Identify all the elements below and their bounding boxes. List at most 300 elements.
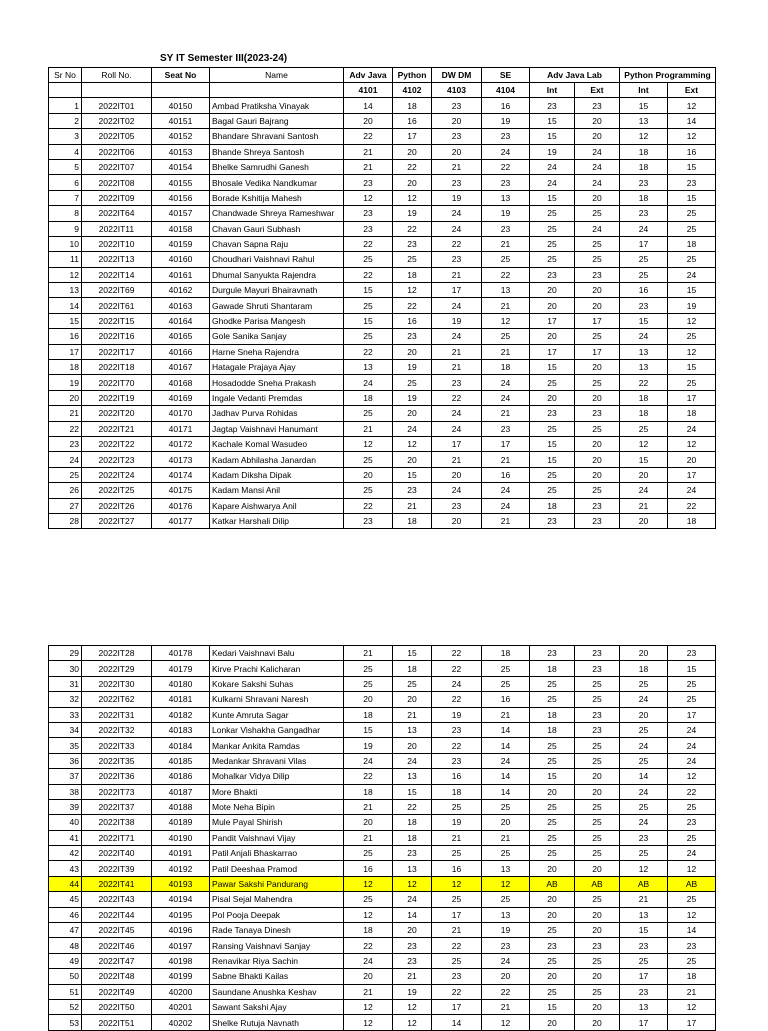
name-cell: Bhande Shreya Santosh: [210, 144, 344, 159]
adv-java-lab-int-cell: 15: [530, 360, 575, 375]
se-cell: 21: [482, 344, 530, 359]
se-cell: 14: [482, 784, 530, 799]
table-row: [49, 436, 716, 451]
dwdm-cell: 24: [432, 406, 482, 421]
name-cell: Gole Sanika Sanjay: [210, 329, 344, 344]
dwdm-cell: 23: [432, 252, 482, 267]
dwdm-cell: 25: [432, 846, 482, 861]
python-prog-int-cell: 13: [620, 999, 668, 1014]
python-prog-int-cell: 21: [620, 498, 668, 513]
python-prog-ext-cell: 18: [668, 406, 716, 421]
python-prog-int-cell: 17: [620, 969, 668, 984]
python-cell: 20: [393, 175, 432, 190]
dwdm-cell: 24: [432, 206, 482, 221]
name-cell: Chandwade Shreya Rameshwar: [210, 206, 344, 221]
adv-java-cell: 24: [344, 953, 393, 968]
python-cell: 12: [393, 1015, 432, 1030]
python-cell: 22: [393, 799, 432, 814]
roll-no-cell: 2022IT07: [82, 159, 152, 174]
dwdm-cell: 24: [432, 329, 482, 344]
adv-java-lab-int-cell: 20: [530, 861, 575, 876]
adv-java-lab-int-cell: 15: [530, 436, 575, 451]
adv-java-cell: 13: [344, 360, 393, 375]
python-prog-ext-cell: 25: [668, 953, 716, 968]
adv-java-cell: 22: [344, 129, 393, 144]
name-cell: Kachale Komal Wasudeo: [210, 436, 344, 451]
se-cell: 20: [482, 969, 530, 984]
dwdm-cell: 21: [432, 452, 482, 467]
python-cell: 20: [393, 692, 432, 707]
adv-java-cell: 16: [344, 861, 393, 876]
python-prog-ext-cell: 15: [668, 661, 716, 676]
python-cell: 16: [393, 113, 432, 128]
se-cell: 19: [482, 113, 530, 128]
adv-java-lab-ext-cell: 25: [575, 799, 620, 814]
adv-java-lab-int-cell: 25: [530, 483, 575, 498]
roll-no-cell: 2022IT16: [82, 329, 152, 344]
python-cell: 14: [393, 907, 432, 922]
table-row: [49, 329, 716, 344]
python-prog-int-cell: 13: [620, 360, 668, 375]
se-cell: 19: [482, 923, 530, 938]
dwdm-cell: 24: [432, 676, 482, 691]
sr-no-cell: 51: [49, 984, 82, 999]
adv-java-cell: 20: [344, 692, 393, 707]
sr-no-cell: 26: [49, 483, 82, 498]
seat-no-cell: 40186: [152, 769, 210, 784]
seat-no-cell: 40201: [152, 999, 210, 1014]
seat-no-cell: 40163: [152, 298, 210, 313]
python-cell: 18: [393, 98, 432, 113]
table-row: [49, 969, 716, 984]
adv-java-cell: 18: [344, 707, 393, 722]
adv-java-lab-int-cell: 23: [530, 406, 575, 421]
python-prog-ext-cell: 12: [668, 129, 716, 144]
roll-no-cell: 2022IT18: [82, 360, 152, 375]
seat-no-cell: 40200: [152, 984, 210, 999]
python-prog-int-cell: 12: [620, 436, 668, 451]
name-cell: Gawade Shruti Shantaram: [210, 298, 344, 313]
seat-no-cell: 40150: [152, 98, 210, 113]
name-cell: Pisal Sejal Mahendra: [210, 892, 344, 907]
header-roll-no: Roll No.: [82, 68, 152, 83]
roll-no-cell: 2022IT62: [82, 692, 152, 707]
table-row: [49, 923, 716, 938]
table-row: [49, 190, 716, 205]
seat-no-cell: 40168: [152, 375, 210, 390]
name-cell: Patil Deeshaa Pramod: [210, 861, 344, 876]
adv-java-lab-int-cell: 18: [530, 661, 575, 676]
python-prog-ext-cell: 12: [668, 436, 716, 451]
python-prog-int-cell: 24: [620, 784, 668, 799]
se-cell: 16: [482, 692, 530, 707]
dwdm-cell: 21: [432, 923, 482, 938]
python-prog-int-cell: 24: [620, 483, 668, 498]
python-prog-ext-cell: 24: [668, 267, 716, 282]
marks-table-part-1: [48, 67, 716, 529]
adv-java-lab-int-cell: 25: [530, 206, 575, 221]
se-cell: 25: [482, 846, 530, 861]
roll-no-cell: 2022IT45: [82, 923, 152, 938]
se-cell: 18: [482, 646, 530, 661]
sr-no-cell: 36: [49, 753, 82, 768]
roll-no-cell: 2022IT05: [82, 129, 152, 144]
name-cell: Kapare Aishwarya Anil: [210, 498, 344, 513]
python-prog-int-cell: 23: [620, 206, 668, 221]
python-prog-int-cell: 13: [620, 113, 668, 128]
adv-java-lab-int-cell: AB: [530, 876, 575, 891]
adv-java-lab-int-cell: 17: [530, 313, 575, 328]
roll-no-cell: 2022IT32: [82, 722, 152, 737]
sr-no-cell: 28: [49, 513, 82, 528]
roll-no-cell: 2022IT26: [82, 498, 152, 513]
se-cell: 25: [482, 252, 530, 267]
python-cell: 25: [393, 375, 432, 390]
python-prog-int-cell: 20: [620, 646, 668, 661]
adv-java-lab-ext-cell: 23: [575, 661, 620, 676]
python-prog-ext-cell: 15: [668, 283, 716, 298]
sr-no-cell: 33: [49, 707, 82, 722]
header-code-4103: 4103: [432, 83, 482, 98]
name-cell: Rade Tanaya Dinesh: [210, 923, 344, 938]
roll-no-cell: 2022IT50: [82, 999, 152, 1014]
adv-java-cell: 24: [344, 375, 393, 390]
name-cell: Ransing Vaishnavi Sanjay: [210, 938, 344, 953]
python-prog-int-cell: AB: [620, 876, 668, 891]
seat-no-cell: 40173: [152, 452, 210, 467]
adv-java-lab-ext-cell: 23: [575, 938, 620, 953]
adv-java-cell: 20: [344, 113, 393, 128]
sr-no-cell: 13: [49, 283, 82, 298]
adv-java-cell: 12: [344, 907, 393, 922]
python-prog-ext-cell: 24: [668, 722, 716, 737]
adv-java-cell: 23: [344, 206, 393, 221]
roll-no-cell: 2022IT11: [82, 221, 152, 236]
name-cell: Chavan Sapna Raju: [210, 236, 344, 251]
table-row: [49, 984, 716, 999]
python-cell: 13: [393, 722, 432, 737]
name-cell: Jagtap Vaishnavi Hanumant: [210, 421, 344, 436]
seat-no-cell: 40151: [152, 113, 210, 128]
adv-java-lab-int-cell: 20: [530, 784, 575, 799]
header-ext: Ext: [668, 83, 716, 98]
adv-java-lab-int-cell: 25: [530, 676, 575, 691]
adv-java-lab-ext-cell: 20: [575, 769, 620, 784]
adv-java-cell: 12: [344, 876, 393, 891]
python-prog-ext-cell: 15: [668, 190, 716, 205]
python-cell: 23: [393, 938, 432, 953]
roll-no-cell: 2022IT23: [82, 452, 152, 467]
dwdm-cell: 20: [432, 467, 482, 482]
python-prog-int-cell: 15: [620, 452, 668, 467]
sr-no-cell: 34: [49, 722, 82, 737]
sr-no-cell: 2: [49, 113, 82, 128]
python-prog-ext-cell: 15: [668, 360, 716, 375]
adv-java-lab-int-cell: 23: [530, 646, 575, 661]
name-cell: Jadhav Purva Rohidas: [210, 406, 344, 421]
name-cell: Hosadodde Sneha Prakash: [210, 375, 344, 390]
roll-no-cell: 2022IT24: [82, 467, 152, 482]
python-prog-ext-cell: 12: [668, 999, 716, 1014]
dwdm-cell: 21: [432, 344, 482, 359]
adv-java-lab-ext-cell: 24: [575, 159, 620, 174]
se-cell: 23: [482, 938, 530, 953]
se-cell: 25: [482, 799, 530, 814]
python-prog-int-cell: 24: [620, 329, 668, 344]
name-cell: Pawar Sakshi Pandurang: [210, 876, 344, 891]
dwdm-cell: 21: [432, 267, 482, 282]
adv-java-lab-int-cell: 23: [530, 938, 575, 953]
adv-java-lab-int-cell: 20: [530, 329, 575, 344]
seat-no-cell: 40165: [152, 329, 210, 344]
python-cell: 18: [393, 513, 432, 528]
adv-java-lab-ext-cell: 23: [575, 498, 620, 513]
table-row: [49, 113, 716, 128]
adv-java-lab-ext-cell: 23: [575, 513, 620, 528]
header-int: Int: [530, 83, 575, 98]
python-cell: 23: [393, 846, 432, 861]
python-prog-int-cell: 18: [620, 390, 668, 405]
name-cell: Dhumal Sanyukta Rajendra: [210, 267, 344, 282]
sr-no-cell: 52: [49, 999, 82, 1014]
adv-java-lab-int-cell: 25: [530, 252, 575, 267]
dwdm-cell: 24: [432, 483, 482, 498]
seat-no-cell: 40153: [152, 144, 210, 159]
python-cell: 20: [393, 344, 432, 359]
adv-java-lab-ext-cell: 20: [575, 436, 620, 451]
name-cell: Mohalkar Vidya Dilip: [210, 769, 344, 784]
sr-no-cell: 48: [49, 938, 82, 953]
python-cell: 24: [393, 892, 432, 907]
python-cell: 15: [393, 646, 432, 661]
adv-java-cell: 25: [344, 676, 393, 691]
seat-no-cell: 40157: [152, 206, 210, 221]
sr-no-cell: 46: [49, 907, 82, 922]
adv-java-lab-ext-cell: 20: [575, 113, 620, 128]
adv-java-lab-ext-cell: 25: [575, 236, 620, 251]
seat-no-cell: 40170: [152, 406, 210, 421]
roll-no-cell: 2022IT09: [82, 190, 152, 205]
table-row: [49, 498, 716, 513]
seat-no-cell: 40155: [152, 175, 210, 190]
adv-java-lab-int-cell: 25: [530, 846, 575, 861]
adv-java-cell: 23: [344, 221, 393, 236]
roll-no-cell: 2022IT06: [82, 144, 152, 159]
roll-no-cell: 2022IT35: [82, 753, 152, 768]
python-cell: 20: [393, 144, 432, 159]
python-cell: 19: [393, 360, 432, 375]
python-prog-int-cell: 12: [620, 861, 668, 876]
adv-java-cell: 19: [344, 738, 393, 753]
table-row: [49, 769, 716, 784]
dwdm-cell: 19: [432, 313, 482, 328]
seat-no-cell: 40179: [152, 661, 210, 676]
sr-no-cell: 14: [49, 298, 82, 313]
adv-java-cell: 25: [344, 846, 393, 861]
adv-java-lab-ext-cell: 25: [575, 206, 620, 221]
se-cell: 14: [482, 769, 530, 784]
dwdm-cell: 23: [432, 98, 482, 113]
adv-java-cell: 12: [344, 436, 393, 451]
adv-java-cell: 25: [344, 406, 393, 421]
name-cell: Kedari Vaishnavi Balu: [210, 646, 344, 661]
seat-no-cell: 40159: [152, 236, 210, 251]
python-cell: 22: [393, 298, 432, 313]
adv-java-lab-ext-cell: 20: [575, 190, 620, 205]
table-row: [49, 1015, 716, 1030]
dwdm-cell: 17: [432, 436, 482, 451]
se-cell: 14: [482, 738, 530, 753]
adv-java-cell: 21: [344, 646, 393, 661]
python-cell: 20: [393, 923, 432, 938]
adv-java-lab-int-cell: 25: [530, 799, 575, 814]
python-cell: 16: [393, 313, 432, 328]
seat-no-cell: 40161: [152, 267, 210, 282]
adv-java-lab-int-cell: 20: [530, 1015, 575, 1030]
table-row: [49, 467, 716, 482]
python-prog-ext-cell: 12: [668, 313, 716, 328]
python-cell: 18: [393, 661, 432, 676]
dwdm-cell: 20: [432, 144, 482, 159]
adv-java-lab-ext-cell: 20: [575, 907, 620, 922]
python-cell: 15: [393, 467, 432, 482]
se-cell: 23: [482, 221, 530, 236]
python-cell: 19: [393, 206, 432, 221]
python-cell: 23: [393, 236, 432, 251]
table-row: [49, 375, 716, 390]
adv-java-lab-int-cell: 18: [530, 498, 575, 513]
python-prog-ext-cell: 25: [668, 892, 716, 907]
dwdm-cell: 17: [432, 283, 482, 298]
roll-no-cell: 2022IT37: [82, 799, 152, 814]
python-prog-ext-cell: 25: [668, 692, 716, 707]
seat-no-cell: 40184: [152, 738, 210, 753]
table-row: [49, 661, 716, 676]
name-cell: Renavikar Riya Sachin: [210, 953, 344, 968]
python-prog-int-cell: 13: [620, 344, 668, 359]
python-prog-int-cell: 18: [620, 159, 668, 174]
sr-no-cell: 50: [49, 969, 82, 984]
adv-java-cell: 18: [344, 390, 393, 405]
adv-java-cell: 22: [344, 344, 393, 359]
name-cell: Chavan Gauri Subhash: [210, 221, 344, 236]
table-row: [49, 236, 716, 251]
adv-java-cell: 21: [344, 830, 393, 845]
adv-java-lab-ext-cell: 25: [575, 846, 620, 861]
table-row: [49, 676, 716, 691]
python-prog-ext-cell: 21: [668, 984, 716, 999]
sr-no-cell: 5: [49, 159, 82, 174]
se-cell: 23: [482, 421, 530, 436]
adv-java-lab-ext-cell: 25: [575, 692, 620, 707]
dwdm-cell: 21: [432, 360, 482, 375]
python-prog-ext-cell: 25: [668, 799, 716, 814]
python-cell: 18: [393, 815, 432, 830]
adv-java-lab-ext-cell: 20: [575, 298, 620, 313]
adv-java-lab-ext-cell: 23: [575, 406, 620, 421]
dwdm-cell: 19: [432, 707, 482, 722]
header-code-4101: 4101: [344, 83, 393, 98]
name-cell: Ghodke Parisa Mangesh: [210, 313, 344, 328]
adv-java-lab-int-cell: 25: [530, 375, 575, 390]
seat-no-cell: 40190: [152, 830, 210, 845]
roll-no-cell: 2022IT27: [82, 513, 152, 528]
python-cell: 20: [393, 738, 432, 753]
adv-java-cell: 25: [344, 452, 393, 467]
se-cell: 25: [482, 329, 530, 344]
sr-no-cell: 4: [49, 144, 82, 159]
seat-no-cell: 40171: [152, 421, 210, 436]
header-code-4102: 4102: [393, 83, 432, 98]
seat-no-cell: 40174: [152, 467, 210, 482]
se-cell: 21: [482, 830, 530, 845]
adv-java-lab-int-cell: 25: [530, 815, 575, 830]
name-cell: Sawant Sakshi Ajay: [210, 999, 344, 1014]
header-code-4104: 4104: [482, 83, 530, 98]
adv-java-lab-int-cell: 25: [530, 467, 575, 482]
sr-no-cell: 47: [49, 923, 82, 938]
python-prog-ext-cell: 20: [668, 452, 716, 467]
adv-java-lab-int-cell: 23: [530, 98, 575, 113]
se-cell: 25: [482, 661, 530, 676]
name-cell: Bhandare Shravani Santosh: [210, 129, 344, 144]
name-cell: More Bhakti: [210, 784, 344, 799]
roll-no-cell: 2022IT31: [82, 707, 152, 722]
sr-no-cell: 37: [49, 769, 82, 784]
table-row: [49, 799, 716, 814]
name-cell: Katkar Harshali Dilip: [210, 513, 344, 528]
python-cell: 13: [393, 861, 432, 876]
header-row-codes: [49, 83, 716, 98]
se-cell: 24: [482, 483, 530, 498]
roll-no-cell: 2022IT33: [82, 738, 152, 753]
python-prog-int-cell: 13: [620, 907, 668, 922]
python-cell: 12: [393, 190, 432, 205]
header-int: Int: [620, 83, 668, 98]
name-cell: Hatagale Prajaya Ajay: [210, 360, 344, 375]
header-adv-java-lab: Adv Java Lab: [530, 68, 620, 83]
roll-no-cell: 2022IT70: [82, 375, 152, 390]
table-row: [49, 999, 716, 1014]
seat-no-cell: 40177: [152, 513, 210, 528]
seat-no-cell: 40198: [152, 953, 210, 968]
python-prog-int-cell: 18: [620, 144, 668, 159]
roll-no-cell: 2022IT20: [82, 406, 152, 421]
python-prog-ext-cell: 25: [668, 830, 716, 845]
se-cell: 23: [482, 129, 530, 144]
adv-java-lab-int-cell: 15: [530, 452, 575, 467]
seat-no-cell: 40191: [152, 846, 210, 861]
adv-java-lab-int-cell: 18: [530, 707, 575, 722]
header-ext: Ext: [575, 83, 620, 98]
adv-java-lab-ext-cell: 25: [575, 815, 620, 830]
header-adv-java: Adv Java: [344, 68, 393, 83]
header-blank: [49, 83, 82, 98]
adv-java-lab-int-cell: 15: [530, 113, 575, 128]
adv-java-lab-ext-cell: 20: [575, 999, 620, 1014]
adv-java-lab-ext-cell: 25: [575, 984, 620, 999]
sr-no-cell: 43: [49, 861, 82, 876]
sheet-title: SY IT Semester III(2023-24): [160, 53, 288, 64]
name-cell: Kokare Sakshi Suhas: [210, 676, 344, 691]
se-cell: 24: [482, 375, 530, 390]
sr-no-cell: 25: [49, 467, 82, 482]
seat-no-cell: 40183: [152, 722, 210, 737]
python-prog-int-cell: 20: [620, 513, 668, 528]
python-prog-int-cell: 24: [620, 815, 668, 830]
python-prog-ext-cell: 25: [668, 221, 716, 236]
python-prog-int-cell: 14: [620, 769, 668, 784]
